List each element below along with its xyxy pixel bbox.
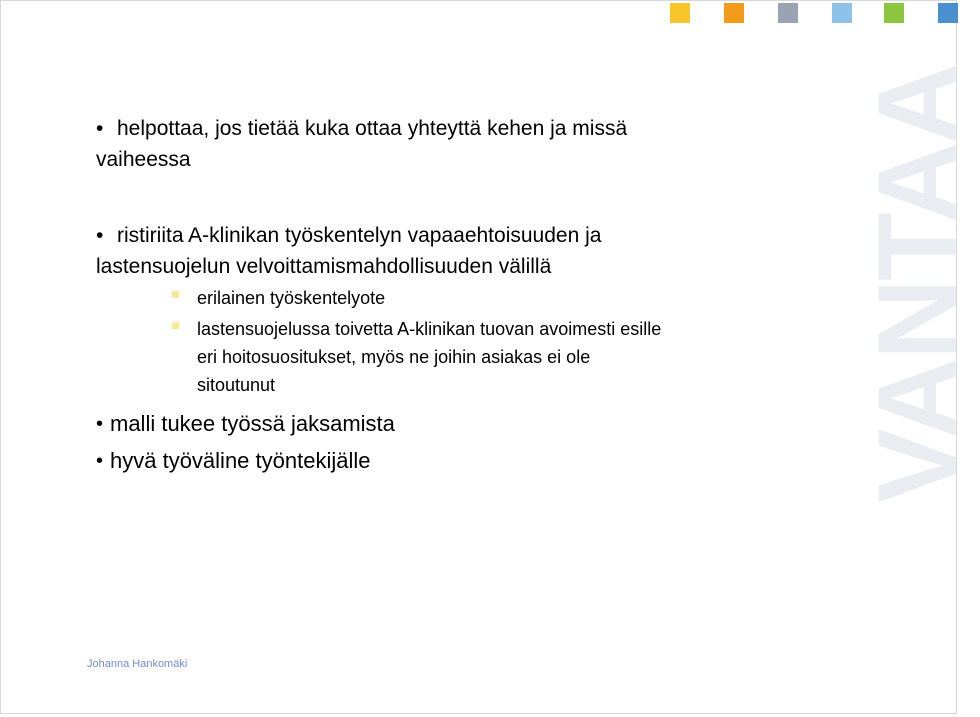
sub-bullet-text-continued: sitoutunut: [197, 375, 276, 395]
sub-bullet-text-continued: eri hoitosuositukset, myös ne joihin asiakas ei ole: [197, 347, 591, 367]
blue-square: [938, 3, 958, 23]
orange-square: [724, 3, 744, 23]
bullet-item: [96, 220, 856, 282]
bullet-text: ristiriita A-klinikan työskentelyn vapaaehtoisuuden ja: [117, 224, 602, 247]
bullet-dot-icon: •: [96, 450, 104, 472]
vantaa-logo: [855, 64, 980, 504]
bullet-item: [96, 406, 856, 442]
bullet-dot-icon: •: [96, 117, 104, 140]
bullet-text: helpottaa, jos tietää kuka ottaa yhteyttä kehen ja missä: [117, 117, 628, 140]
bullet-dot-icon: •: [96, 224, 104, 247]
bullet-text: malli tukee työssä jaksamista: [110, 411, 395, 436]
footer-author: Johanna Hankomäki: [87, 658, 188, 670]
yellow-square: [670, 3, 690, 23]
sub-bullet-text: erilainen työskentelyote: [197, 288, 386, 308]
light-blue-square: [832, 3, 852, 23]
sub-bullet-item: [96, 315, 856, 399]
sub-bullet-item: [96, 284, 856, 312]
bullet-dot-icon: •: [96, 413, 104, 435]
sub-bullet-text: lastensuojelussa toivetta A-klinikan tuovan avoimesti esille: [197, 319, 662, 339]
bullet-text-continued: vaiheessa: [96, 148, 191, 171]
gray-square: [778, 3, 798, 23]
bullet-item: [96, 113, 856, 175]
bullet-text: hyvä työväline työntekijälle: [110, 448, 371, 473]
bullet-text-continued: lastensuojelun velvoittamismahdollisuuden välillä: [96, 255, 552, 278]
vantaa-logo-text: VANTAA: [855, 64, 980, 504]
slide-content: [96, 113, 856, 480]
square-bullet-icon: [172, 322, 179, 329]
bullet-item: [96, 442, 856, 480]
green-square: [884, 3, 904, 23]
square-bullet-icon: [172, 291, 179, 298]
